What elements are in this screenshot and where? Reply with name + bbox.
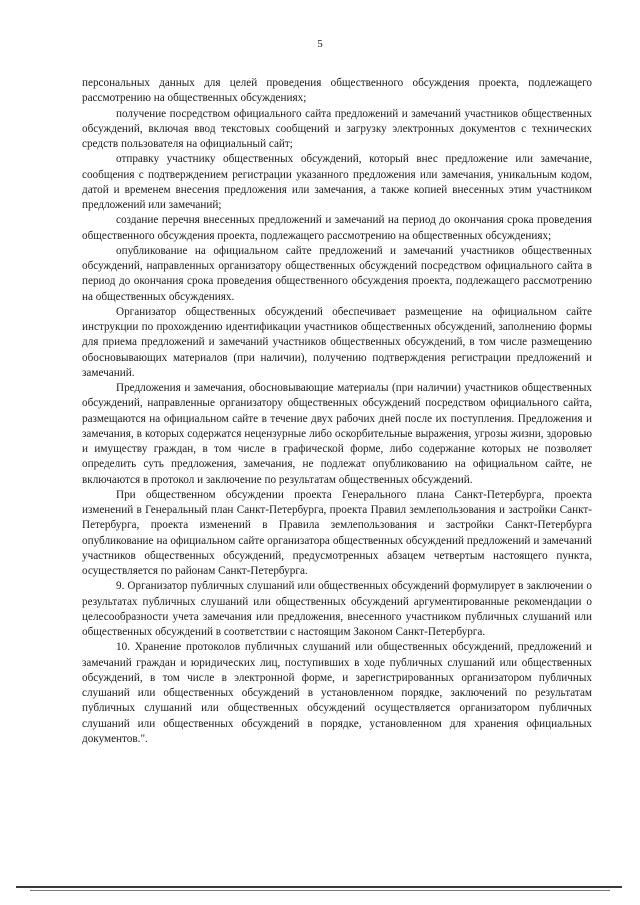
page-bottom-rule (16, 886, 622, 888)
paragraph: отправку участнику общественных обсуждений, который внес предложение или замечание, сообщения с подтверждением регистрации указанного предложения или замечания, уникальным кодом, датой и временем внесения предложения или замечания, а также копией внесенных этим участником предложений или замечаний; (82, 153, 592, 211)
page-number: 5 (317, 38, 323, 50)
paragraph: Организатор общественных обсуждений обеспечивает размещение на официальном сайте инструкции по прохождению идентификации участников общественных обсуждений, заполнению формы для приема предложений и замечаний участников общественных обсуждений, в том числе размещению обосновывающих материалов (при наличии), получению подтверждения регистрации предложений и замечаний. (82, 305, 592, 379)
paragraph: опубликование на официальном сайте предложений и замечаний участников общественных обсуждений, направленных организатору общественных обсуждений посредством официального сайта в период до окончания срока проведения общественного обсуждения проекта, подлежащего рассмотрению на общественных обсуждениях. (82, 244, 592, 303)
paragraph: При общественном обсуждении проекта Генерального плана Санкт-Петербурга, проекта изменений в Генеральный план Санкт-Петербурга, проекта Правил землепользования и застройки Санкт-Петербурга, проекта изменений в Правила землепользования и застройки Санкт-Петербурга опубликование на официальном сайте организатора общественных обсуждений предложений и замечаний участников общественных обсуждений, предусмотренных абзацем четвертым настоящего пункта, осуществляется по районам Санкт-Петербурга. (82, 488, 592, 577)
paragraph: 9. Организатор публичных слушаний или общественных обсуждений формулирует в заключении о результатах публичных слушаний или общественных обсуждений аргументированные рекомендации о целесообразности учета замечания или предложения, внесенного участником публичных слушаний или общественных обсуждений в соответствии с настоящим Законом Санкт-Петербурга. (82, 580, 592, 638)
paragraph: 10. Хранение протоколов публичных слушаний или общественных обсуждений, предложений и замечаний граждан и юридических лиц, поступивших в ходе публичных слушаний или общественных обсуждений, в том числе в электронной форме, и зарегистрированных организатором публичных слушаний или общественных обсуждений в установленном порядке, заключений по результатам публичных слушаний или общественных обсуждений осуществляется организатором публичных слушаний или общественных обсуждений в порядке, установленном для хранения официальных документов.". (82, 641, 592, 745)
page-bottom-rule-thin (30, 890, 610, 891)
paragraph: создание перечня внесенных предложений и замечаний на период до окончания срока проведения общественного обсуждения проекта, подлежащего рассмотрению на общественных обсуждениях; (82, 214, 592, 242)
document-body (82, 76, 592, 747)
paragraph: Предложения и замечания, обосновывающие материалы (при наличии) участников общественных обсуждений, направленные организатору общественных обсуждений посредством официального сайта, размещаются на официальном сайте в течение двух рабочих дней после их поступления. Предложения и замечания, в которых содержатся нецензурные либо оскорбительные выражения, угрозы жизни, здоровью и имуществу граждан, в том числе в графической форме, либо содержание которых не позволяет определить суть предложения, замечания, не подлежат опубликованию на официальном сайте, не включаются в протокол и заключение по результатам общественных обсуждений. (82, 382, 592, 486)
paragraph: получение посредством официального сайта предложений и замечаний участников общественных обсуждений, включая ввод текстовых сообщений и загрузку электронных документов с технических средств пользователя на официальный сайт; (82, 107, 592, 150)
paragraph: персональных данных для целей проведения общественного обсуждения проекта, подлежащего рассмотрению на общественных обсуждениях; (82, 77, 592, 105)
